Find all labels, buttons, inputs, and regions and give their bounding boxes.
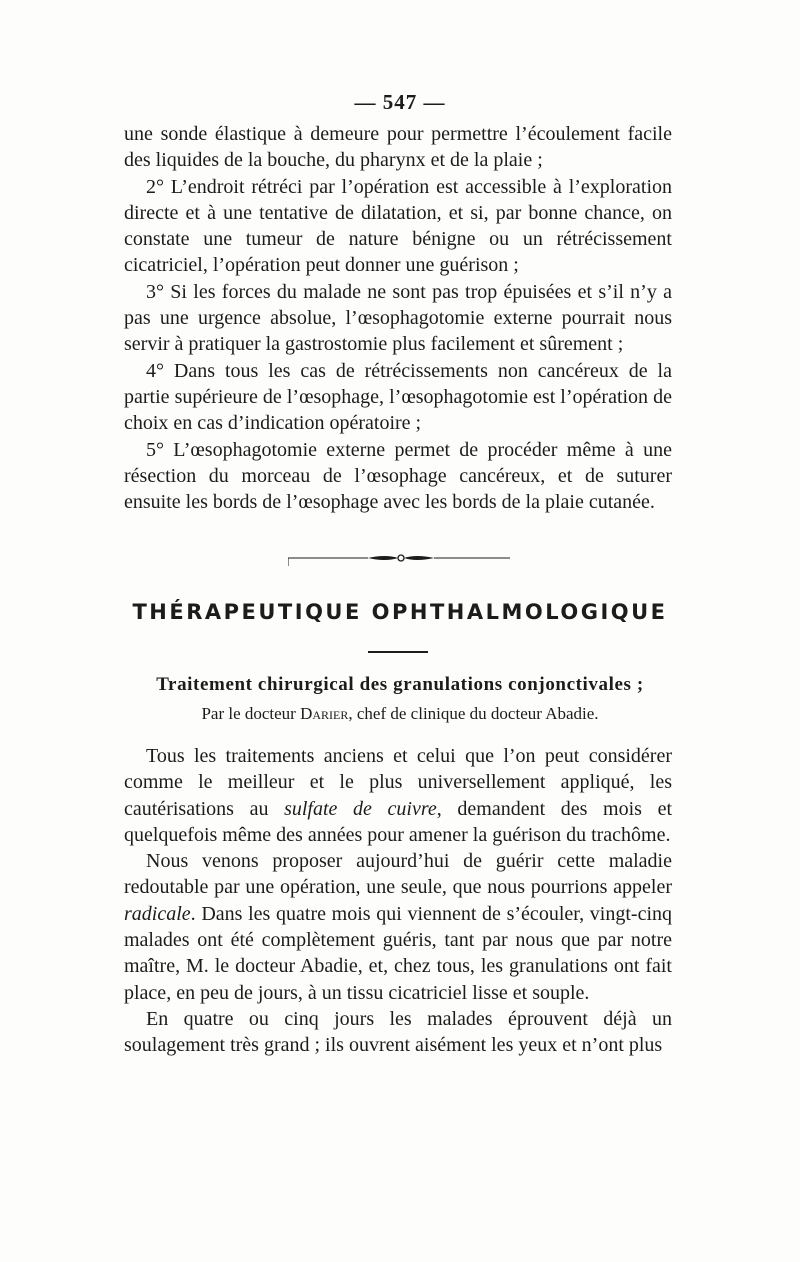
paragraph: 3° Si les forces du malade ne sont pas trop épuisées et s’il n’y a pas une urgence absolue, l’œsophagotomie externe pourrait nous servir à pratiquer la gastrostomie plus facilement et sûrement ; <box>124 280 672 356</box>
author-name: Darier <box>300 704 349 723</box>
byline-suffix: , chef de clinique du docteur Abadie. <box>348 704 599 723</box>
paragraph: une sonde élastique à demeure pour permettre l’écoulement facile des liquides de la bouche, du pharynx et de la plaie ; <box>124 123 672 172</box>
body-text-section-1 <box>124 121 672 515</box>
text-run: , demandent des mois et quelquefois même des années pour amener la guérison du trachôme. <box>124 797 673 846</box>
paragraph <box>124 848 672 1006</box>
page-number: — 547 — <box>354 90 446 114</box>
italic-term: radicale <box>124 902 191 925</box>
paragraph: 4° Dans tous les cas de rétrécissements non cancéreux de la partie supérieure de l’œsophage, l’œsophagotomie est l’opération de choix en cas d’indication opératoire ; <box>124 359 672 435</box>
text-run: Tous les traitements anciens et celui que l’on peut considérer comme le meilleur et le plus universellement appliqué, les cautérisations au <box>124 745 672 820</box>
byline <box>0 704 800 724</box>
heading-rule <box>368 651 428 653</box>
ornament-divider <box>288 549 510 567</box>
article-title: Traitement chirurgical des granulations conjonctivales ; <box>156 674 644 695</box>
byline-prefix: Par le docteur <box>201 704 301 723</box>
italic-term: sulfate de cuivre <box>284 797 437 820</box>
paragraph: 5° L’œsophagotomie externe permet de procéder même à une résection du morceau de l’œsophage cancéreux, et de suturer ensuite les bords de l’œsophage avec les bords de la plaie cutanée. <box>124 438 672 514</box>
text-run: Nous venons proposer aujourd’hui de guérir cette maladie redoutable par une opération, une seule, que nous pourrions appeler <box>124 850 672 899</box>
paragraph <box>124 743 672 848</box>
paragraph: En quatre ou cinq jours les malades éprouvent déjà un soulagement très grand ; ils ouvrent aisément les yeux et n’ont plus <box>124 1007 672 1057</box>
body-text-section-2 <box>124 743 672 1059</box>
text-run: . Dans les quatre mois qui viennent de s’écouler, vingt-cinq malades ont été complètement guéris, tant par nous que par notre maître, M. le docteur Abadie, et, chez tous, les granulations ont fait place, en peu de jours, à un tissu cicatriciel lisse et souple. <box>124 902 672 1004</box>
paragraph: 2° L’endroit rétréci par l’opération est accessible à l’exploration directe et à une tentative de dilatation, et si, par bonne chance, on constate une tumeur de nature bénigne ou un rétrécissement cicatriciel, l’opération peut donner une guérison ; <box>124 175 672 277</box>
section-heading: THÉRAPEUTIQUE OPHTHALMOLOGIQUE <box>132 600 668 624</box>
